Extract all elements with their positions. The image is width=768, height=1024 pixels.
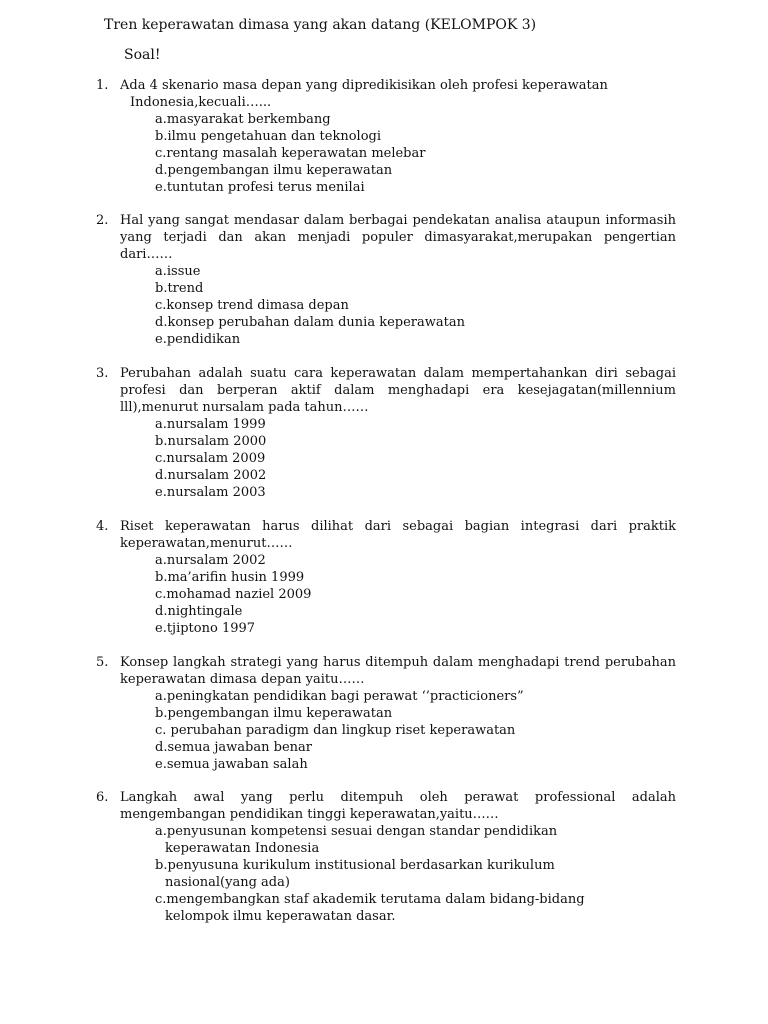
- option-d: d.semua jawaban benar: [155, 740, 312, 755]
- option-d: d.nursalam 2002: [155, 468, 267, 483]
- option-line: b.penyusuna kurikulum institusional berdasarkan kurikulum: [155, 858, 555, 873]
- question-text: Langkah awal yang perlu ditempuh oleh perawat professional adalah mengembangan pendidikan tinggi keperawatan,yaitu……: [120, 790, 676, 822]
- question-5: [96, 654, 676, 773]
- option-a: a.peningkatan pendidikan bagi perawat ‘’practicioners”: [155, 689, 524, 704]
- options-list: [155, 823, 676, 925]
- option-line-continuation: keperawatan Indonesia: [165, 841, 320, 856]
- question-number: 2.: [96, 213, 109, 228]
- question-number: 4.: [96, 519, 109, 534]
- question-number: 6.: [96, 790, 109, 805]
- option-line: c.mengembangkan staf akademik terutama dalam bidang-bidang: [155, 892, 585, 907]
- question-text: [120, 77, 676, 111]
- option-e: e.nursalam 2003: [155, 485, 266, 500]
- page-title: Tren keperawatan dimasa yang akan datang (KELOMPOK 3): [104, 17, 537, 33]
- option-line-continuation: nasional(yang ada): [165, 875, 290, 890]
- question-text-continuation: Indonesia,kecuali…...: [130, 95, 272, 110]
- question-text: Riset keperawatan harus dilihat dari sebagai bagian integrasi dari praktik keperawatan,menurut……: [120, 519, 676, 551]
- option-a: a.nursalam 1999: [155, 417, 266, 432]
- section-heading: Soal!: [124, 47, 161, 63]
- option-d: d.konsep perubahan dalam dunia keperawatan: [155, 315, 465, 330]
- option-e: e.tjiptono 1997: [155, 621, 256, 636]
- option-e: e.pendidikan: [155, 332, 241, 347]
- option-b: b.pengembangan ilmu keperawatan: [155, 706, 393, 721]
- option-c: c.rentang masalah keperawatan melebar: [155, 146, 426, 161]
- option-b: [155, 857, 676, 891]
- question-number: 5.: [96, 655, 109, 670]
- option-c: c.konsep trend dimasa depan: [155, 298, 349, 313]
- options-list: [155, 111, 676, 196]
- option-d: d.nightingale: [155, 604, 243, 619]
- option-c: c.nursalam 2009: [155, 451, 266, 466]
- question-3: [96, 365, 676, 501]
- options-list: [155, 552, 676, 637]
- question-number: 3.: [96, 366, 109, 381]
- question-text: Perubahan adalah suatu cara keperawatan dalam mempertahankan diri sebagai profesi dan berperan aktif dalam menghadapi era kesejagatan(millennium lll),menurut nursalam pada tahun……: [120, 366, 676, 415]
- option-d: d.pengembangan ilmu keperawatan: [155, 163, 393, 178]
- option-b: b.trend: [155, 281, 204, 296]
- question-number: 1.: [96, 78, 109, 93]
- options-list: [155, 688, 676, 773]
- option-line-continuation: kelompok ilmu keperawatan dasar.: [165, 909, 396, 924]
- question-text: Hal yang sangat mendasar dalam berbagai pendekatan analisa ataupun informasih yang terjadi dan akan menjadi populer dimasyarakat,merupakan pengertian dari……: [120, 213, 676, 262]
- option-b: b.ma’arifin husin 1999: [155, 570, 305, 585]
- question-text: Konsep langkah strategi yang harus ditempuh dalam menghadapi trend perubahan keperawatan dimasa depan yaitu……: [120, 655, 676, 687]
- option-a: [155, 823, 676, 857]
- question-text-line: Ada 4 skenario masa depan yang dipredikisikan oleh profesi keperawatan: [120, 78, 608, 93]
- option-line: a.penyusunan kompetensi sesuai dengan standar pendidikan: [155, 824, 558, 839]
- question-1: [96, 77, 676, 196]
- options-list: [155, 263, 676, 348]
- option-c: c. perubahan paradigm dan lingkup riset keperawatan: [155, 723, 516, 738]
- option-b: b.ilmu pengetahuan dan teknologi: [155, 129, 382, 144]
- question-6: [96, 789, 676, 925]
- option-e: e.tuntutan profesi terus menilai: [155, 180, 365, 195]
- option-a: a.masyarakat berkembang: [155, 112, 331, 127]
- options-list: [155, 416, 676, 501]
- option-b: b.nursalam 2000: [155, 434, 267, 449]
- option-e: e.semua jawaban salah: [155, 757, 308, 772]
- question-4: [96, 518, 676, 637]
- option-a: a.issue: [155, 264, 201, 279]
- question-2: [96, 212, 676, 348]
- option-a: a.nursalam 2002: [155, 553, 266, 568]
- option-c: [155, 891, 676, 925]
- option-c: c.mohamad naziel 2009: [155, 587, 312, 602]
